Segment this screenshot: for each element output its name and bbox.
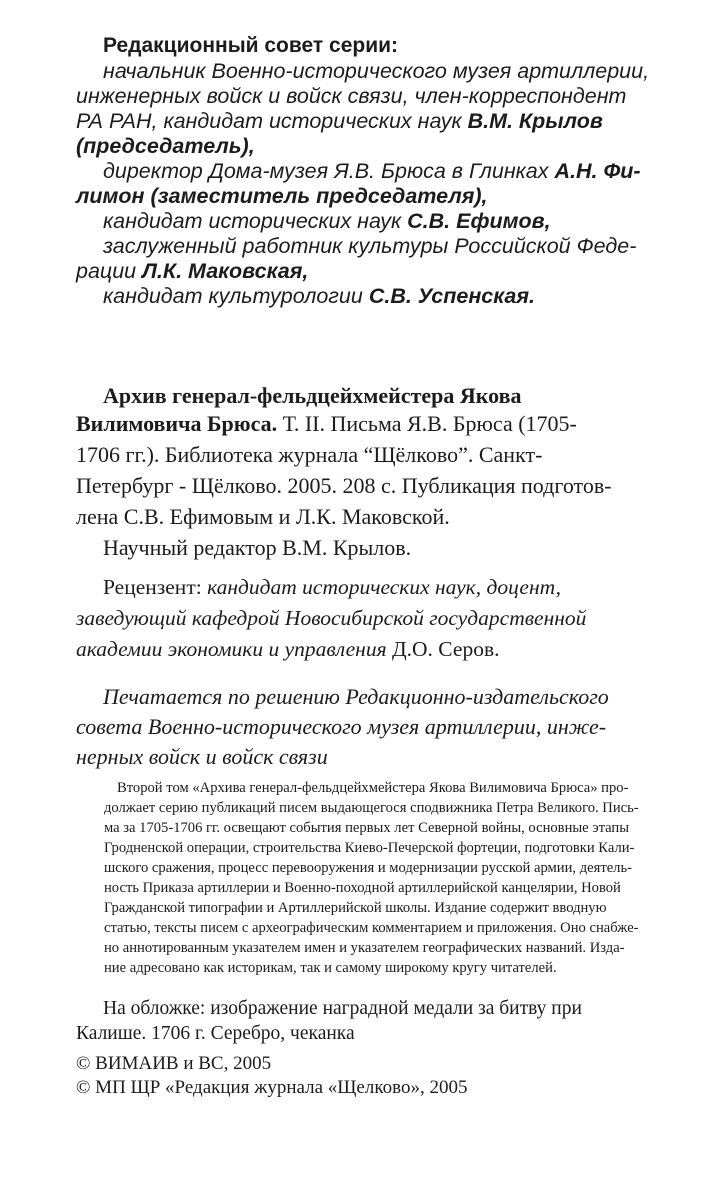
board-name: С.В. Ефимов, [407, 209, 551, 233]
abstract-line: Гродненской операции, строительства Киево-Печерской фортеции, подготовки Кали- [104, 840, 635, 856]
reviewer-line [103, 575, 561, 600]
copyright-line: © ВИМАИВ и ВС, 2005 [76, 1053, 272, 1074]
abstract-line: должает серию публикаций писем выдающегося сподвижника Петра Великого. Пись- [104, 800, 639, 816]
board-line: начальник Военно-исторического музея артиллерии, [103, 59, 650, 83]
board-line: заслуженный работник культуры Российской Феде- [103, 234, 637, 258]
reviewer-line: заведующий кафедрой Новосибирской государственной [76, 606, 587, 630]
note-line: совета Военно-исторического музея артиллерии, инже- [76, 714, 607, 739]
reviewer-label: Рецензент: [103, 575, 208, 599]
biblio-line [76, 411, 577, 437]
board-text: рации [76, 259, 143, 283]
abstract-line: Гражданской типографии и Артиллерийской школы. Издание содержит вводную [104, 900, 607, 916]
reviewer-text: кандидат исторических наук, доцент, [207, 575, 562, 599]
copyright-line: © МП ЩР «Редакция журнала «Щелково», 2005 [76, 1077, 468, 1098]
board-name: А.Н. Фи- [554, 159, 641, 183]
board-line: лимон (заместитель председателя), [76, 184, 488, 208]
cover-line: Калише. 1706 г. Серебро, чеканка [76, 1023, 355, 1044]
board-text: РА РАН, кандидат исторических наук [76, 109, 468, 133]
abstract-line: ность Приказа артиллерии и Военно-походной артиллерийской канцелярии, Новой [104, 880, 621, 896]
reviewer-name: Д.О. Серов. [391, 637, 500, 661]
cover-line: На обложке: изображение наградной медали за битву при [103, 998, 582, 1019]
biblio-line: Петербург - Щёлково. 2005. 208 с. Публикация подготов- [76, 473, 612, 498]
board-line [103, 209, 551, 234]
note-line: Печатается по решению Редакционно-издательского [103, 684, 609, 709]
board-text: директор Дома-музея Я.В. Брюса в Глинках [103, 159, 555, 183]
biblio-line: лена С.В. Ефимовым и Л.К. Маковской. [76, 504, 450, 529]
abstract-line: ние адресовано как историкам, так и самому широкому кругу читателей. [104, 960, 557, 976]
abstract-line: шского сражения, процесс перевооружения и модернизации русской армии, деятель- [104, 860, 632, 876]
board-line: инженерных войск и войск связи, член-корреспондент [76, 84, 627, 108]
editorial-board-heading: Редакционный совет серии: [103, 34, 399, 57]
abstract-line: но аннотированным указателем имен и указателем географических названий. Изда- [104, 940, 625, 956]
scientific-editor: Научный редактор В.М. Крылов. [103, 535, 412, 560]
board-line [76, 109, 603, 134]
board-text: кандидат культурологии [103, 284, 369, 308]
note-line: нерных войск и войск связи [76, 744, 328, 769]
reviewer-line [76, 637, 499, 662]
abstract-line: Второй том «Архива генерал-фельдцейхмейстера Якова Вилимовича Брюса» про- [117, 780, 629, 796]
board-line [76, 259, 308, 284]
board-line [103, 159, 641, 184]
abstract-line: статью, тексты писем с археографическим комментарием и приложения. Оно снабже- [104, 920, 639, 936]
reviewer-text: академии экономики и управления [76, 637, 392, 661]
book-title: Архив генерал-фельдцейхмейстера Якова [103, 383, 522, 408]
board-text: кандидат исторических наук [103, 209, 408, 233]
board-line: (председатель), [76, 134, 255, 158]
board-line [103, 284, 535, 309]
board-name: Л.К. Маковская, [142, 259, 309, 283]
board-name: С.В. Успенская. [368, 284, 536, 308]
biblio-line: 1706 гг.). Библиотека журнала “Щёлково”. Санкт- [76, 442, 543, 467]
abstract-line: ма за 1705-1706 гг. освещают события первых лет Северной войны, основные этапы [104, 820, 630, 836]
biblio-text: Т. II. Письма Я.В. Брюса (1705- [277, 411, 577, 436]
board-name: В.М. Крылов [467, 109, 603, 133]
book-title-cont: Вилимовича Брюса. [76, 411, 278, 436]
